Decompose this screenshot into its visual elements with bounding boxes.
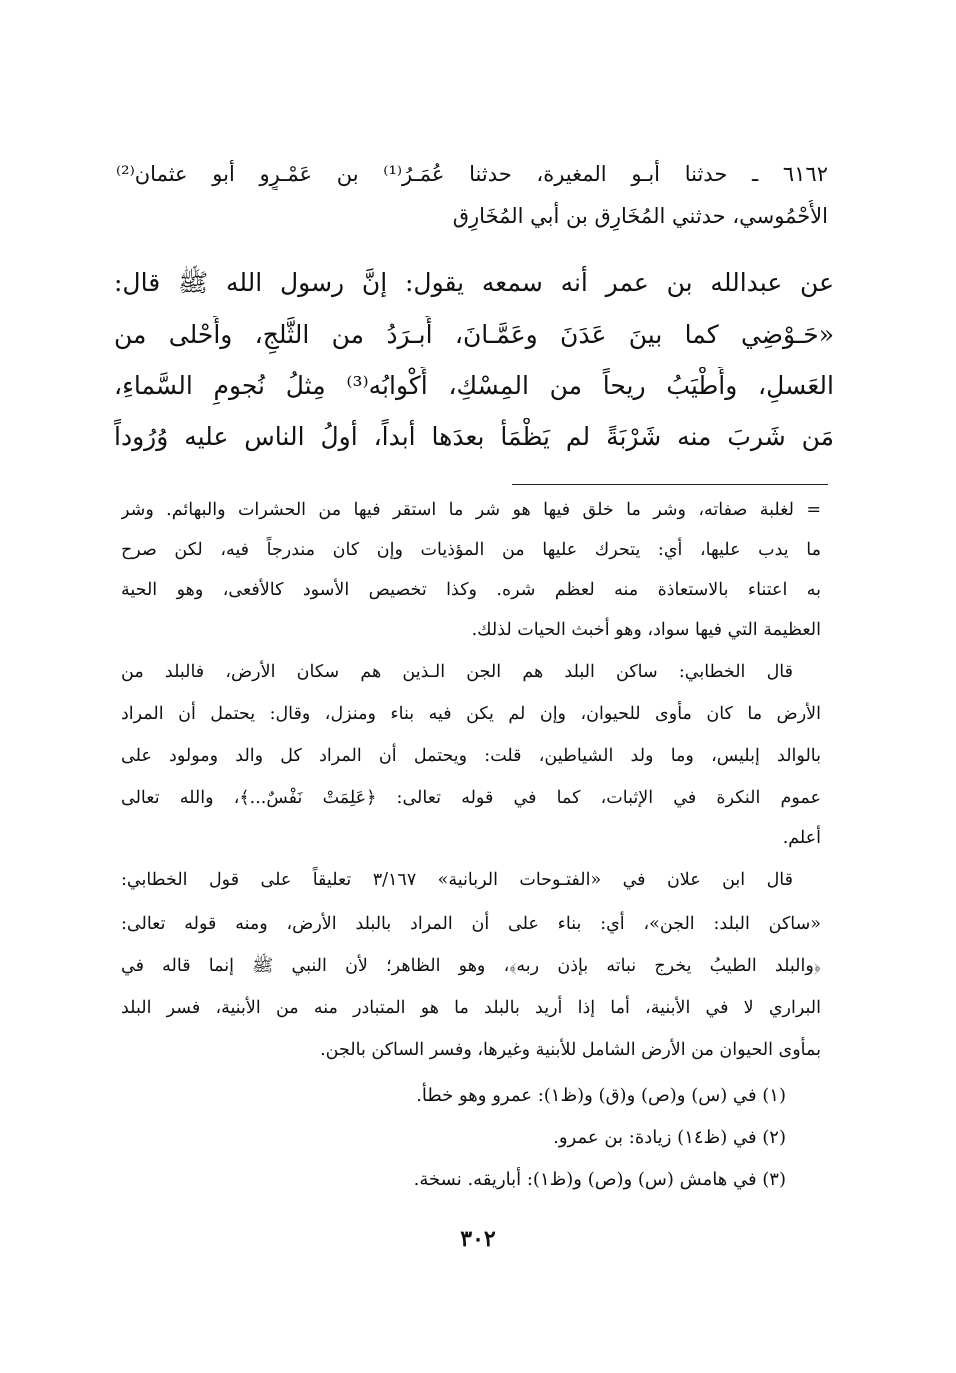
commentary-line: = لغلبة صفاته، وشر ما خلق فيها هو شر ما استقر فيها من الحشرات والبهائم. وشر	[121, 500, 821, 520]
footnote-item: (٢) في (ظ١٤) زيادة: بن عمرو.	[553, 1127, 786, 1148]
footnote-separator	[512, 484, 828, 485]
commentary-line: العظيمة التي فيها سواد، وهو أخبث الحيات لذلك.	[471, 620, 821, 640]
isnad-line: الأُحْمُوسي، حدثني المُخَارِق بن أبي المُخَارِق	[452, 204, 828, 228]
footnote-item: (١) في (س) و(ص) و(ق) و(ظ١): عمرو وهو خطأ.	[416, 1085, 786, 1106]
commentary-line: عموم النكرة في الإثبات، كما في قوله تعالى: ﴿عَلِمَتْ نَفْسٌ...﴾، والله تعالى	[121, 788, 821, 808]
hadith-line: «حَـوْضِي كما بينَ عَدَنَ وعَمَّـانَ، أَبـرَدُ من الثَّلجِ، وأَحْلى من	[114, 320, 834, 349]
commentary-line: البراري لا في الأبنية، أما إذا أريد بالبلد ما هو المتبادر منه من الأبنية، فسر البلد	[121, 998, 821, 1018]
commentary-line: «ساكن البلد: الجن»، أي: بناء على أن المراد بالبلد الأرض، ومنه قوله تعالى:	[121, 914, 821, 934]
isnad-line: ٦١٦٢ ـ حدثنا أبـو المغيرة، حدثنا عُمَـرُ⁽¹⁾ بن عَمْـرٍو أبو عثمان⁽²⁾	[116, 162, 828, 186]
commentary-line: قال الخطابي: ساكن البلد هم الجن الـذين هم سكان الأرض، فالبلد من	[121, 662, 793, 682]
page-number: ٣٠٢	[460, 1226, 496, 1252]
hadith-line: العَسلِ، وأَطْيَبُ ريحاً من المِسْكِ، أَكْوابُه⁽³⁾ مِثلُ نُجومِ السَّماءِ،	[114, 371, 834, 400]
commentary-line: قال ابن علان في «الفتـوحات الربانية» ٣/١٦٧ تعليقاً على قول الخطابي:	[121, 870, 793, 890]
commentary-line: الأرض ما كان مأوى للحيوان، وإن لم يكن فيه بناء ومنزل، وقال: يحتمل أن المراد	[121, 704, 821, 724]
commentary-line: بمأوى الحيوان من الأرض الشامل للأبنية وغيرها، وفسر الساكن بالجن.	[320, 1040, 821, 1060]
commentary-line: ﴿والبلد الطيبُ يخرج نباته بإذن ربه﴾، وهو الظاهر؛ لأن النبي ﷺ إنما قاله في	[121, 956, 821, 976]
commentary-line: أعلم.	[782, 828, 821, 848]
hadith-line: عن عبدالله بن عمر أنه سمعه يقول: إنَّ رسول الله ﷺ قال:	[114, 268, 834, 297]
footnote-item: (٣) في هامش (س) و(ص) و(ظ١): أباريقه. نسخة.	[413, 1169, 786, 1190]
commentary-line: به اعتناء بالاستعاذة منه لعظم شره. وكذا تخصيص الأسود كالأفعى، وهو الحية	[121, 580, 821, 600]
commentary-line: بالوالد إبليس، وما ولد الشياطين، قلت: ويحتمل أن المراد كل والد ومولود على	[121, 746, 821, 766]
hadith-line: مَن شَربَ منه شَرْبَةً لم يَظْمَأْ بعدَها أبداً، أولُ الناس عليه وُرُوداً	[114, 422, 834, 451]
commentary-line: ما يدب عليها، أي: يتحرك عليها من المؤذيات وإن كان مندرجاً فيه، لكن صرح	[121, 540, 821, 560]
